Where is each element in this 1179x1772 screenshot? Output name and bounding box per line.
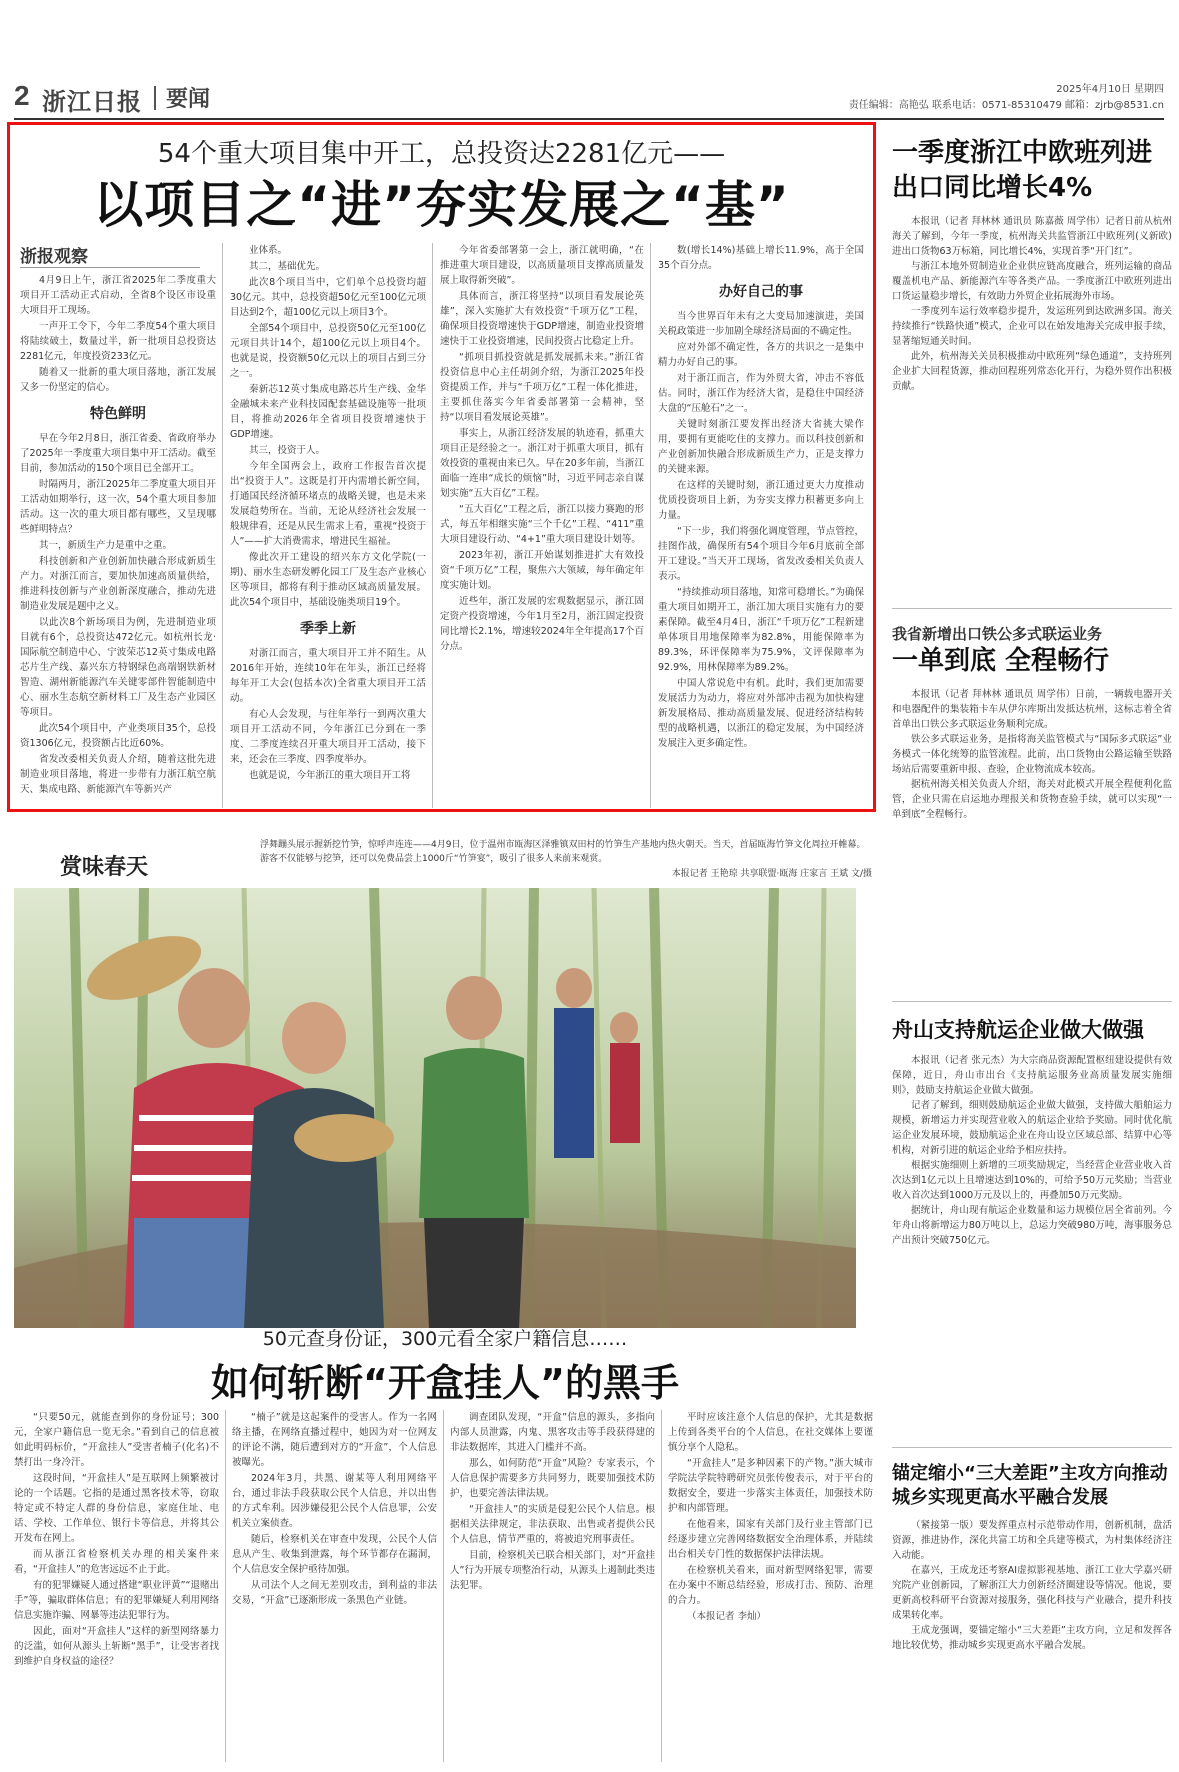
paragraph: 此外，杭州海关关员积极推动中欧班列“绿色通道”，支持班列企业扩大回程货源，推动回程班列常态化开行，为稳外贸作出积极贡献。 bbox=[892, 351, 1172, 393]
paper-name: 浙江日报 bbox=[42, 87, 142, 116]
article-body-multimodal bbox=[892, 687, 1172, 987]
column-rule bbox=[432, 243, 433, 808]
paragraph: “五大百亿”工程之后，浙江以接力赛跑的形式，每五年相继实施“三个千亿”工程、“411”重大项目建设行动、“4+1”重大项目建设计划等。 bbox=[440, 504, 644, 545]
bottom-column-1 bbox=[14, 1410, 219, 1762]
paragraph: 而从浙江省检察机关办理的相关案件来看，“开盒挂人”的危害远远不止于此。 bbox=[14, 1549, 219, 1575]
paragraph: 应对外部不确定性，各方的共识之一是集中精力办好自己的事。 bbox=[658, 342, 864, 368]
paragraph: 科技创新和产业创新加快融合形成新质生产力。对浙江而言，要加快加速高质量供给，推进科技创新与产业创新深度融合，推动先进制造业发展是题中之义。 bbox=[20, 556, 216, 612]
lead-headline: 以项目之“进”夯实发展之“基” bbox=[93, 176, 790, 234]
subhead-3: 办好自己的事 bbox=[719, 284, 803, 300]
paragraph: 其三，投资于人。 bbox=[249, 445, 326, 456]
paragraph: 关键时刻浙江要发挥出经济大省挑大梁作用，要拥有更能吃住的支撑力。而以科技创新和产业创新加快融合形成新质生产力，正是支撑力的关键来源。 bbox=[658, 419, 864, 475]
paragraph: 随后，检察机关在审查中发现，公民个人信息从产生、收集到泄露，每个环节都存在漏洞，个人信息安全保护亟待加强。 bbox=[232, 1534, 437, 1575]
paragraph: 据统计，舟山现有航运企业数量和运力规模位居全省前列。今年舟山将新增运力80万吨以上，总运力突破980万吨，海事服务总产出预计突破750亿元。 bbox=[892, 1204, 1172, 1246]
paragraph: 中国人常说危中有机。此时，我们更加需要发展活力为动力，将应对外部冲击视为加快构建新发展格局、推动高质量发展、促进经济结构转型的战略机遇，以浙江的稳定发展，为中国经济发展注入更多确定性。 bbox=[658, 678, 864, 749]
paragraph: “开盒挂人”的实质是侵犯公民个人信息。根据相关法律规定，非法获取、出售或者提供公民个人信息，情节严重的，将被追究刑事责任。 bbox=[450, 1504, 655, 1545]
lead-col2b-paras bbox=[230, 646, 426, 783]
paragraph: “下一步，我们将强化调度管理，节点管控，挂图作战，确保所有54个项目今年6月底前全部开工建设。”当天开工现场，省发改委相关负责人表示。 bbox=[658, 526, 864, 582]
article-body-freight-trains bbox=[892, 214, 1172, 594]
article-headline-multimodal[interactable]: 一单到底 全程畅行 bbox=[892, 646, 1110, 677]
paragraph: 从司法个人之间无差别攻击，到利益的非法交易，“开盒”已逐渐形成一条黑色产业链。 bbox=[232, 1580, 437, 1606]
paragraph: 本报讯（记者 张元杰）为大宗商品资源配置枢纽建设提供有效保障，近日，舟山市出台《支持航运服务业高质量发展实施细则》，鼓励支持航运企业做大做强。 bbox=[892, 1054, 1172, 1096]
photo-bamboo-harvest-icon[interactable] bbox=[14, 888, 856, 1328]
column-rule bbox=[222, 243, 223, 808]
paragraph: 一声开工令下，今年二季度54个重大项目将陆续破土，数量过半，新一批项目总投资达2281亿元，年度投资233亿元。 bbox=[20, 321, 216, 362]
paragraph: 平时应该注意个人信息的保护，尤其是数据上传到各类平台的个人信息，在社交媒体上要谨慎分享个人隐私。 bbox=[668, 1412, 873, 1453]
lead-column-1 bbox=[20, 273, 216, 808]
paragraph: 2023年初，浙江开始谋划推进扩大有效投资“千项万亿”工程，聚焦六大领域，每年确定年度实施计划。 bbox=[440, 550, 644, 591]
paragraph: “持续推动项目落地，知常可稳增长。”为确保重大项目如期开工，浙江加大项目实施有力的要素保障。截至4月4日，浙江“千项万亿”工程新建单体项目用地保障率为82.8%，用能保障率为89.3%，环评保障率为75.9%，文评保障率为92.9%，用林保障率为89.2%。 bbox=[658, 587, 864, 673]
lead-col2-paras bbox=[230, 243, 426, 610]
editor-info: 责任编辑：高艳弘 联系电话：0571-85310479 邮箱：zjrb@8531.cn bbox=[848, 100, 1164, 111]
paragraph: 本报讯（记者 拜林林 通讯员 周学伟）日前，一辆载电器开关和电器配件的集装箱卡车从伊尔库斯出发抵达杭州，这标志着全省首单出口铁公多式联运业务顺利完成。 bbox=[892, 689, 1172, 731]
lead-col1b-paras bbox=[20, 431, 216, 797]
masthead bbox=[14, 80, 1164, 116]
paragraph: 据杭州海关相关负责人介绍，海关对此模式开展全程便利化监管，企业只需在启运地办理报关和货物查验手续，就可以实现“一单到底”全程畅行。 bbox=[892, 779, 1172, 821]
article-divider bbox=[892, 1447, 1172, 1448]
article-headline-zhoushan[interactable]: 舟山支持航运企业做大做强 bbox=[892, 1018, 1144, 1043]
bottom-article[interactable] bbox=[14, 1318, 876, 1768]
paragraph: 根据实施细则上新增的三项奖励规定，当经营企业营业收入首次达到1亿元以上且增速达到10%的，可给予50万元奖励；当营业收入首次达到1000万元及以上的，再叠加50万元奖励。 bbox=[892, 1159, 1172, 1201]
paragraph: 今年全国两会上，政府工作报告首次提出“投资于人”。这既是打开内需增长新空间，打通国民经济循环堵点的战略关键，也是未来发展趋势所在。当前，无论从经济社会发展一般规律看，还是从民生需求上看，重视“投资于人”——扩大消费需求，增进民生福祉。 bbox=[230, 461, 426, 547]
paragraph: 全部54个项目中，总投资50亿元至100亿元项目共计14个，超100亿元以上项目4个。也就是说，投资额50亿元以上的项目占到三分之一。 bbox=[230, 323, 426, 379]
section-name: 要闻 bbox=[166, 87, 211, 112]
paragraph: 随着又一批新的重大项目落地，浙江发展又多一份坚定的信心。 bbox=[20, 367, 216, 393]
article-body-zhoushan bbox=[892, 1053, 1172, 1433]
paragraph: 因此，面对“开盒挂人”这样的新型网络暴力的泛滥，如何从源头上斩断“黑手”，让受害者找到维护自身权益的途径？ bbox=[14, 1626, 219, 1667]
paragraph: 对于浙江而言，作为外贸大省，冲击不容低估。同时，浙江作为经济大省，是稳住中国经济大盘的“压舱石”之一。 bbox=[658, 373, 864, 414]
bottom-column-3 bbox=[450, 1410, 655, 1762]
paragraph: “抓项目抓投资就是抓发展抓未来。”浙江省投资信息中心主任胡剑介绍，为浙江2025年投资提质工作，并与“千项万亿”工程一体化推进，主要抓住落实今年省委部署第一会精神，坚持“以项目看发展论英雄”。 bbox=[440, 352, 644, 423]
paragraph: 记者了解到，细则鼓励航运企业做大做强，支持做大船舶运力规模，新增运力并实现营业收入的航运企业给予奖励。同时优化航运企业发展环境，鼓励航运企业在舟山设立区域总部、结算中心等机构，对新引进的航运企业给予相应扶持。 bbox=[892, 1099, 1172, 1156]
photo-caption bbox=[260, 838, 872, 881]
issue-date: 2025年4月10日 星期四 bbox=[1056, 84, 1164, 95]
paragraph: 以此次8个新场项目为例，先进制造业项目就有6个，总投资达472亿元。如杭州长龙·国际航空制造中心、宁波荣芯12英寸集成电路芯片生产线、嘉兴东方特钢绿色高端钢铁新材智造、湖州新能源汽车关键零部件智能制造中心、丽水生态航空新材料工厂及生态产业园区等项目。 bbox=[20, 617, 216, 718]
paragraph: 有心人会发现，与往年举行一到两次重大项目开工活动不同，今年浙江已分到在一季度、二季度连续召开重大项目开工活动，接下来，还会在三季度、四季度举办。 bbox=[230, 709, 426, 765]
bottom-kicker: 50元查身份证，300元看全家户籍信息…… bbox=[262, 1328, 628, 1350]
paragraph: 这段时间，“开盒挂人”是互联网上频繁被讨论的一个话题。它指的是通过黑客技术等，窃取特定或不特定人群的身份信息，家庭住址、电话、学校、工作单位、银行卡等信息，并将其公开发布在网上。 bbox=[14, 1473, 219, 1544]
paragraph: 一季度列车运行效率稳步提升，发运班列到达欧洲多国。海关持续推行“铁路快通”模式，企业可以在始发地海关完成申报手续，显著缩短通关时间。 bbox=[892, 306, 1172, 348]
column-rule bbox=[661, 1410, 662, 1762]
paragraph: “楠子”就是这起案件的受害人。作为一名网络主播，在网络直播过程中，她因为对一位网友的评论不满，随后遭到对方的“开盒”，个人信息被曝光。 bbox=[232, 1412, 437, 1468]
photo-section-label: 赏味春天 bbox=[60, 855, 149, 880]
paragraph: 4月9日上午，浙江省2025年二季度重大项目开工活动正式启动，全省8个设区市设重大项目开工现场。 bbox=[20, 275, 216, 316]
paragraph: 像此次开工建设的绍兴东方文化学院(一期)、丽水生态研发孵化园工厂及生态产业核心区等项目，都将有利于推动区域高质量发展。此次54个项目中，基础设施类项目19个。 bbox=[230, 552, 426, 608]
article-kicker-multimodal: 我省新增出口铁公多式联运业务 bbox=[892, 625, 1103, 644]
paragraph: （本报记者 李灿） bbox=[687, 1611, 767, 1622]
paragraph: 那么，如何防范“开盒”风险？专家表示，个人信息保护需要多方共同努力，既要加强技术防护，也要完善法律法规。 bbox=[450, 1458, 655, 1499]
paragraph: （紧接第一版）要发挥重点村示范带动作用，创新机制，盘活资源，推进协作，深化共富工坊和全兵建等模式，为村集体经济注入动能。 bbox=[892, 1520, 1172, 1562]
column-rule bbox=[225, 1410, 226, 1762]
subhead-1: 特色鲜明 bbox=[90, 406, 146, 422]
paragraph: 在嘉兴，王成龙还考察AI虚拟影视基地、浙江工业大学嘉兴研究院产业创新园，了解浙江大力创新经济圈建设等情况。他说，要更新高校科研平台资源对接服务，强化科技与产业融合，提升科技成果转化率。 bbox=[892, 1565, 1172, 1622]
paragraph: 也就是说，今年浙江的重大项目开工将 bbox=[249, 770, 411, 781]
article-body-urban-rural bbox=[892, 1518, 1172, 1718]
paragraph: “只要50元，就能查到你的身份证号；300元，全家户籍信息一览无余。”看到自己的信息被如此明码标价，“开盒挂人”受害者楠子(化名)不禁打出一身冷汗。 bbox=[14, 1412, 219, 1468]
subhead-2: 季季上新 bbox=[300, 621, 356, 637]
bottom-headline: 如何斩断“开盒挂人”的黑手 bbox=[211, 1361, 679, 1405]
lead-column-3 bbox=[440, 243, 644, 808]
paragraph: 今年省委部署第一会上，浙江就明确，“在推进重大项目建设，以高质量项目支撑高质量发展上取得新突破”。 bbox=[440, 245, 644, 286]
lead-article[interactable] bbox=[7, 122, 876, 812]
lead-col4b-paras bbox=[658, 309, 864, 751]
paragraph: 在这样的关键时刻，浙江通过更大力度推动优质投资项目上新，为夯实支撑力积蓄更多向上力量。 bbox=[658, 480, 864, 521]
paragraph: 当今世界百年未有之大变局加速演进，美国关税政策进一步加剧全球经济局面的不确定性。 bbox=[658, 311, 864, 337]
lead-col4-paras bbox=[658, 243, 864, 273]
bottom-column-2 bbox=[232, 1410, 437, 1762]
paragraph: 早在今年2月8日，浙江省委、省政府举办了2025年一季度重大项目集中开工活动。截至目前，参加活动的150个项目已全部开工。 bbox=[20, 433, 216, 474]
lead-column-4 bbox=[658, 243, 864, 808]
masthead-separator bbox=[154, 86, 156, 110]
column-rule bbox=[650, 243, 651, 808]
paragraph: 铁公多式联运业务，是指将海关监管模式与“国际多式联运”业务模式一体化统筹的监管流程。此前，出口货物由公路运输至铁路场站后需要重新申报、查验，企业物流成本较高。 bbox=[892, 734, 1172, 776]
paragraph: 秦新芯12英寸集成电路芯片生产线、金华金融城未来产业科技园配套基础设施等一批项目，将推动2026年全省项目投资增速快于GDP增速。 bbox=[230, 384, 426, 440]
right-column bbox=[892, 122, 1172, 1762]
paragraph: 此次8个项目当中，它们单个总投资均超30亿元。其中，总投资超50亿元至100亿元项目达到2个，超100亿元以上项目3个。 bbox=[230, 277, 426, 318]
paragraph: 对浙江而言，重大项目开工并不陌生。从2016年开始，连续10年在年头，浙江已经将每年开工大会(包括本次)全省重大项目开工活动。 bbox=[230, 648, 426, 704]
paragraph: 此次54个项目中，产业类项目35个，总投资1306亿元，投资额占比近60%。 bbox=[20, 723, 216, 749]
paragraph: 时隔两月，浙江2025年二季度重大项目开工活动如期举行，这一次，54个重大项目参加活动。这一次的重大项目都有哪些，又呈现哪些鲜明特点？ bbox=[20, 479, 216, 535]
lead-column-2 bbox=[230, 243, 426, 808]
paragraph: 调查团队发现，“开盒”信息的源头，多指向内部人员泄露，内鬼、黑客攻击等手段获得建的非法数据库，其进入门槛并不高。 bbox=[450, 1412, 655, 1453]
paragraph: 本报讯（记者 拜林林 通讯员 陈嘉薇 周学伟）记者日前从杭州海关了解到，今年一季度，杭州海关共监管浙江中欧班列(义新欧)进出口货物63万标箱，同比增长4%，实现首季“开门红”。 bbox=[892, 216, 1172, 258]
paragraph: 目前，检察机关已联合相关部门，对“开盒挂人”行为开展专项整治行动，从源头上遏制此类违法犯罪。 bbox=[450, 1550, 655, 1591]
lead-kicker: 54个重大项目集中开工，总投资达2281亿元—— bbox=[157, 139, 726, 169]
paragraph: 其二，基础优先。 bbox=[249, 261, 326, 272]
article-divider bbox=[892, 1001, 1172, 1002]
caption-text: 浮舞蹦头展示握新挖竹笋，惊呼声连连——4月9日，位于温州市瓯海区泽雅镇双田村的竹笋生产基地内热火朝天。当天，首届瓯海竹笋文化周拉开帷幕。游客不仅能够与挖笋，还可以免费品尝上1000斤“竹笋宴”，吸引了很多人来前来观赏。 bbox=[260, 840, 866, 865]
paragraph: 其一，新质生产力是重中之重。 bbox=[39, 540, 173, 551]
page-number: 2 bbox=[14, 80, 30, 111]
lead-col3-paras bbox=[440, 243, 644, 654]
paragraph: 与浙江本地外贸制造业企业供应链高度融合，班列运输的商品覆盖机电产品、新能源汽车等各类产品。一季度浙江中欧班列进出口货运量稳步增长，有效助力外贸企业拓展海外市场。 bbox=[892, 261, 1172, 303]
column-rule bbox=[443, 1410, 444, 1762]
paragraph: 有的犯罪嫌疑人通过搭建“职业评黄”“退赌出手”等，骗取群体信息；有的犯罪嫌疑人利用网络信息实施诈骗、网暴等违法犯罪行为。 bbox=[14, 1580, 219, 1621]
paragraph: 省发改委相关负责人介绍，随着这批先进制造业项目落地，将进一步带有力浙江航空航天、集成电路、新能源汽车等新兴产 bbox=[20, 754, 216, 795]
lead-col1-paras bbox=[20, 273, 216, 395]
masthead-rule bbox=[14, 118, 1164, 120]
paragraph: 王成龙强调，要锚定缩小“三大差距”主攻方向，立足和发挥各地比较优势，推动城乡实现更高水平融合发展。 bbox=[892, 1625, 1172, 1652]
paragraph: 数(增长14%)基础上增长11.9%，高于全国35个百分点。 bbox=[658, 245, 864, 271]
paragraph: 业体系。 bbox=[249, 245, 288, 256]
article-headline-urban-rural[interactable]: 锚定缩小“三大差距”主攻方向推动城乡实现更高水平融合发展 bbox=[892, 1462, 1168, 1508]
article-headline-freight-trains[interactable]: 一季度浙江中欧班列进出口同比增长4% bbox=[892, 138, 1153, 204]
bottom-column-4 bbox=[668, 1410, 873, 1762]
photo-credit: 本报记者 王艳琼 共享联盟·瓯海 庄家言 王斌 文/摄 bbox=[671, 868, 872, 879]
article-divider bbox=[892, 608, 1172, 609]
paragraph: 在检察机关看来，面对新型网络犯罪，需要在办案中不断总结经验，形成打击、预防、治理的合力。 bbox=[668, 1565, 873, 1606]
column-tag: 浙报观察 bbox=[20, 242, 200, 268]
paragraph: 在他看来，国家有关部门及行业主管部门已经逐步建立完善网络数据安全治理体系，并陆续出台相关专门性的数据保护法律法规。 bbox=[668, 1519, 873, 1560]
paragraph: 具体而言，浙江将坚持“以项目看发展论英雄”，深入实施扩大有效投资“千项万亿”工程，确保项目投资增速快于GDP增速，制造业投资增速快于工业投资增速，民间投资占比稳定上升。 bbox=[440, 291, 644, 347]
paragraph: 事实上，从浙江经济发展的轨迹看，抓重大项目正是经验之一。浙江对于抓重大项目，抓有效投资的重视由来已久。早在20多年前，当浙江面临一连串“成长的烦恼”时，习近平同志亲自谋划实施“五大百亿”工程。 bbox=[440, 428, 644, 499]
paragraph: 2024年3月，共黑、谢某等人利用网络平台，通过非法手段获取公民个人信息，并以出售的方式牟利。因涉嫌侵犯公民个人信息罪，公安机关立案侦查。 bbox=[232, 1473, 437, 1529]
paragraph: “开盒挂人”是多种因素下的产物。”浙大城市学院法学院特聘研究员张传俊表示，对于平台的数据安全，要进一步落实主体责任，加强技术防护和内部管理。 bbox=[668, 1458, 873, 1514]
paragraph: 近些年，浙江发展的宏观数据显示，浙江固定资产投资增速，今年1月至2月，浙江固定投资同比增长2.1%，增速较2024年全年提高17个百分点。 bbox=[440, 596, 644, 652]
